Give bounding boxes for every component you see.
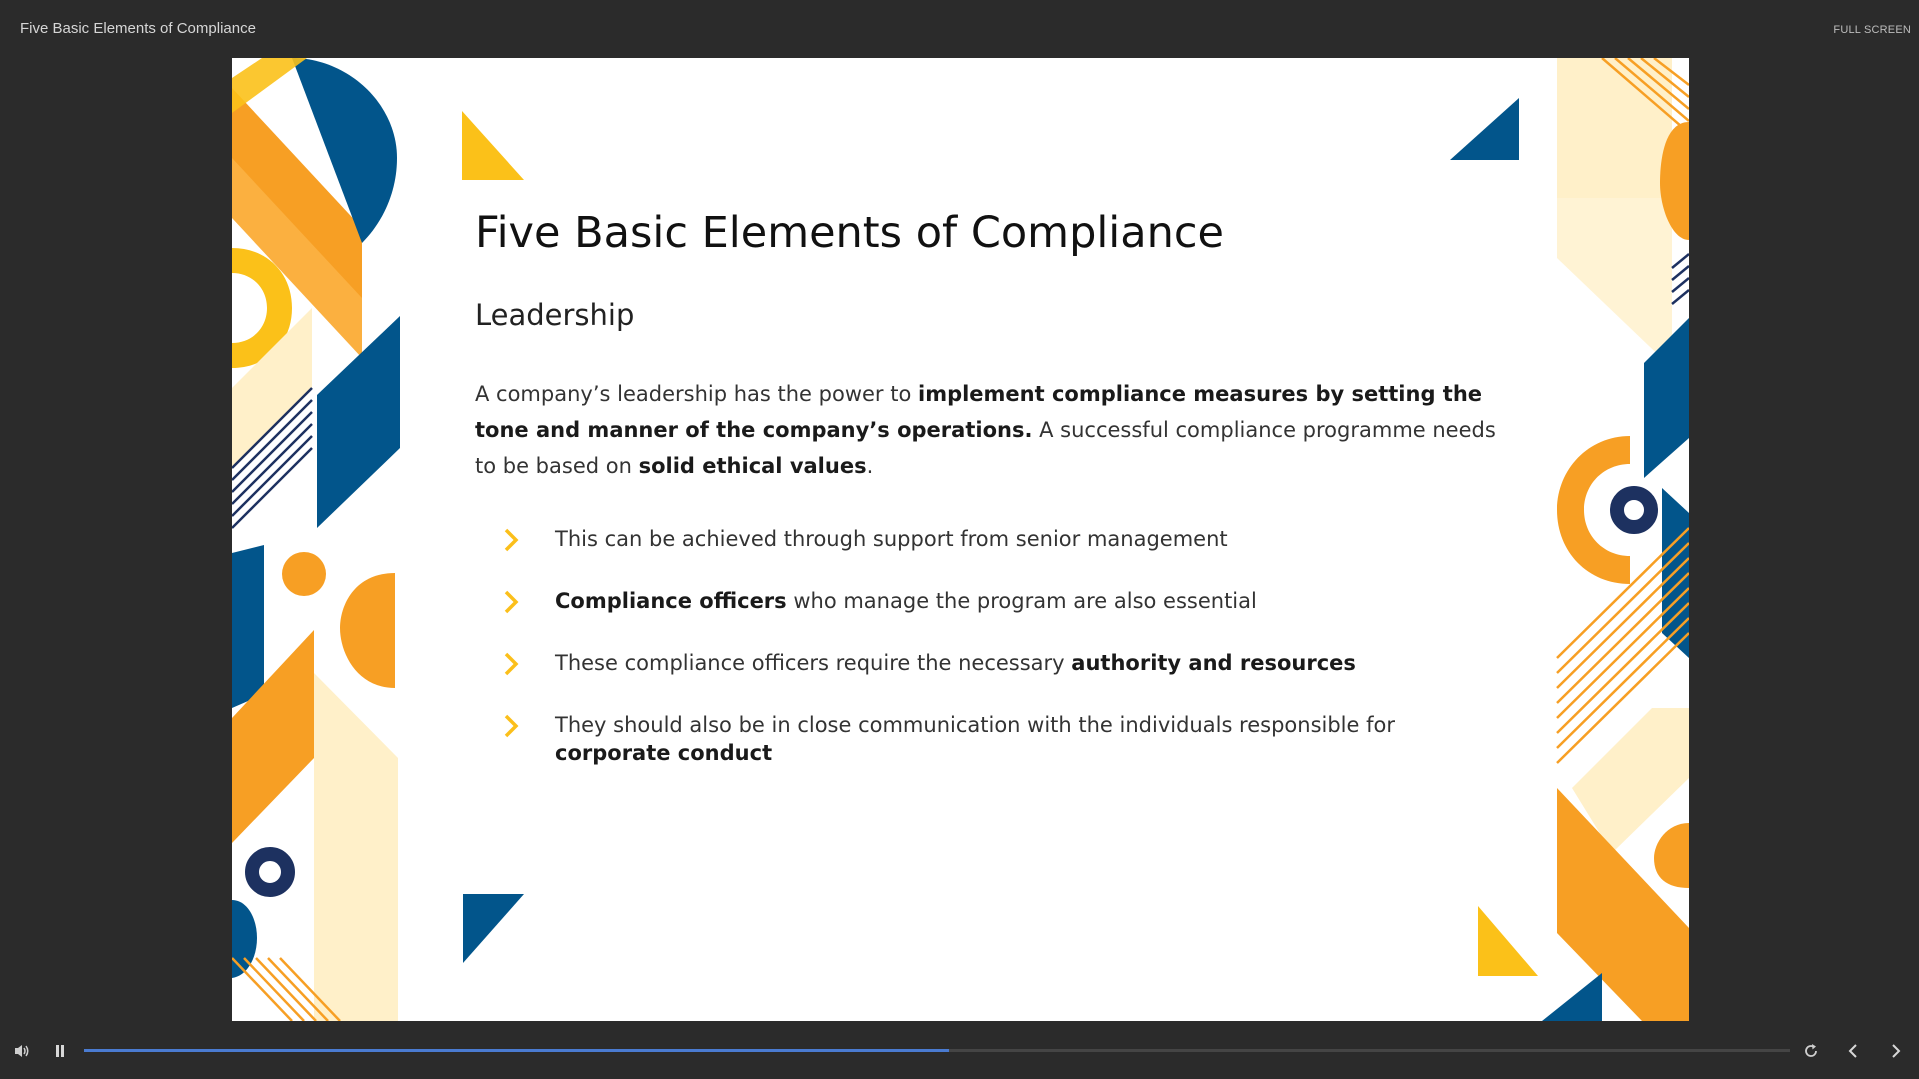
chevron-right-icon	[502, 527, 522, 553]
player-controls	[0, 1035, 1919, 1067]
triangle-bottom-left	[463, 894, 524, 963]
slide-subtitle: Leadership	[475, 298, 635, 332]
bold-text-run: authority and resources	[1071, 651, 1356, 675]
text-run: .	[866, 454, 874, 478]
triangle-top-left	[462, 111, 524, 180]
bullet-text	[555, 525, 1455, 553]
volume-button[interactable]	[8, 1037, 36, 1065]
text-run: They should also be in close communication with the individuals responsible for	[555, 713, 1395, 737]
top-bar	[0, 0, 1919, 58]
previous-button[interactable]	[1839, 1037, 1867, 1065]
chevron-right-icon	[502, 713, 522, 739]
text-run: who manage the program are also essential	[786, 589, 1257, 613]
text-run: A successful compliance programme needs to be based on	[475, 418, 1496, 478]
window-title: Five Basic Elements of Compliance	[20, 20, 256, 37]
pause-icon	[54, 1044, 66, 1058]
progress-fill	[84, 1049, 949, 1052]
bold-text-run: solid ethical values	[638, 454, 867, 478]
intro-paragraph	[475, 376, 1505, 484]
chevron-right-icon	[502, 589, 522, 615]
bold-text-run: corporate conduct	[555, 741, 773, 765]
triangle-top-right	[1450, 98, 1519, 160]
fullscreen-button[interactable]: FULL SCREEN	[1833, 24, 1911, 36]
progress-bar[interactable]	[84, 1049, 1790, 1052]
bold-text-run: Compliance officers	[555, 589, 787, 613]
left-geometric-pattern	[232, 58, 400, 1021]
bullet-text	[555, 711, 1455, 767]
bullet-text	[555, 587, 1455, 615]
text-run: A company’s leadership has the power to	[475, 382, 918, 406]
replay-icon	[1803, 1043, 1819, 1059]
bold-text-run: implement compliance measures by setting the tone and manner of the company’s operations.	[475, 382, 1483, 442]
next-icon	[1889, 1043, 1903, 1059]
right-geometric-pattern	[1542, 58, 1689, 1021]
previous-icon	[1846, 1043, 1860, 1059]
slide	[232, 58, 1689, 1021]
text-run: These compliance officers require the necessary	[555, 651, 1072, 675]
pause-button[interactable]	[46, 1037, 74, 1065]
slide-title: Five Basic Elements of Compliance	[475, 208, 1224, 258]
bullet-text	[555, 649, 1455, 677]
replay-button[interactable]	[1797, 1037, 1825, 1065]
volume-icon	[13, 1043, 31, 1059]
triangle-bottom-right	[1478, 906, 1538, 976]
next-button[interactable]	[1882, 1037, 1910, 1065]
text-run: This can be achieved through support from senior management	[555, 527, 1228, 551]
chevron-right-icon	[502, 651, 522, 677]
